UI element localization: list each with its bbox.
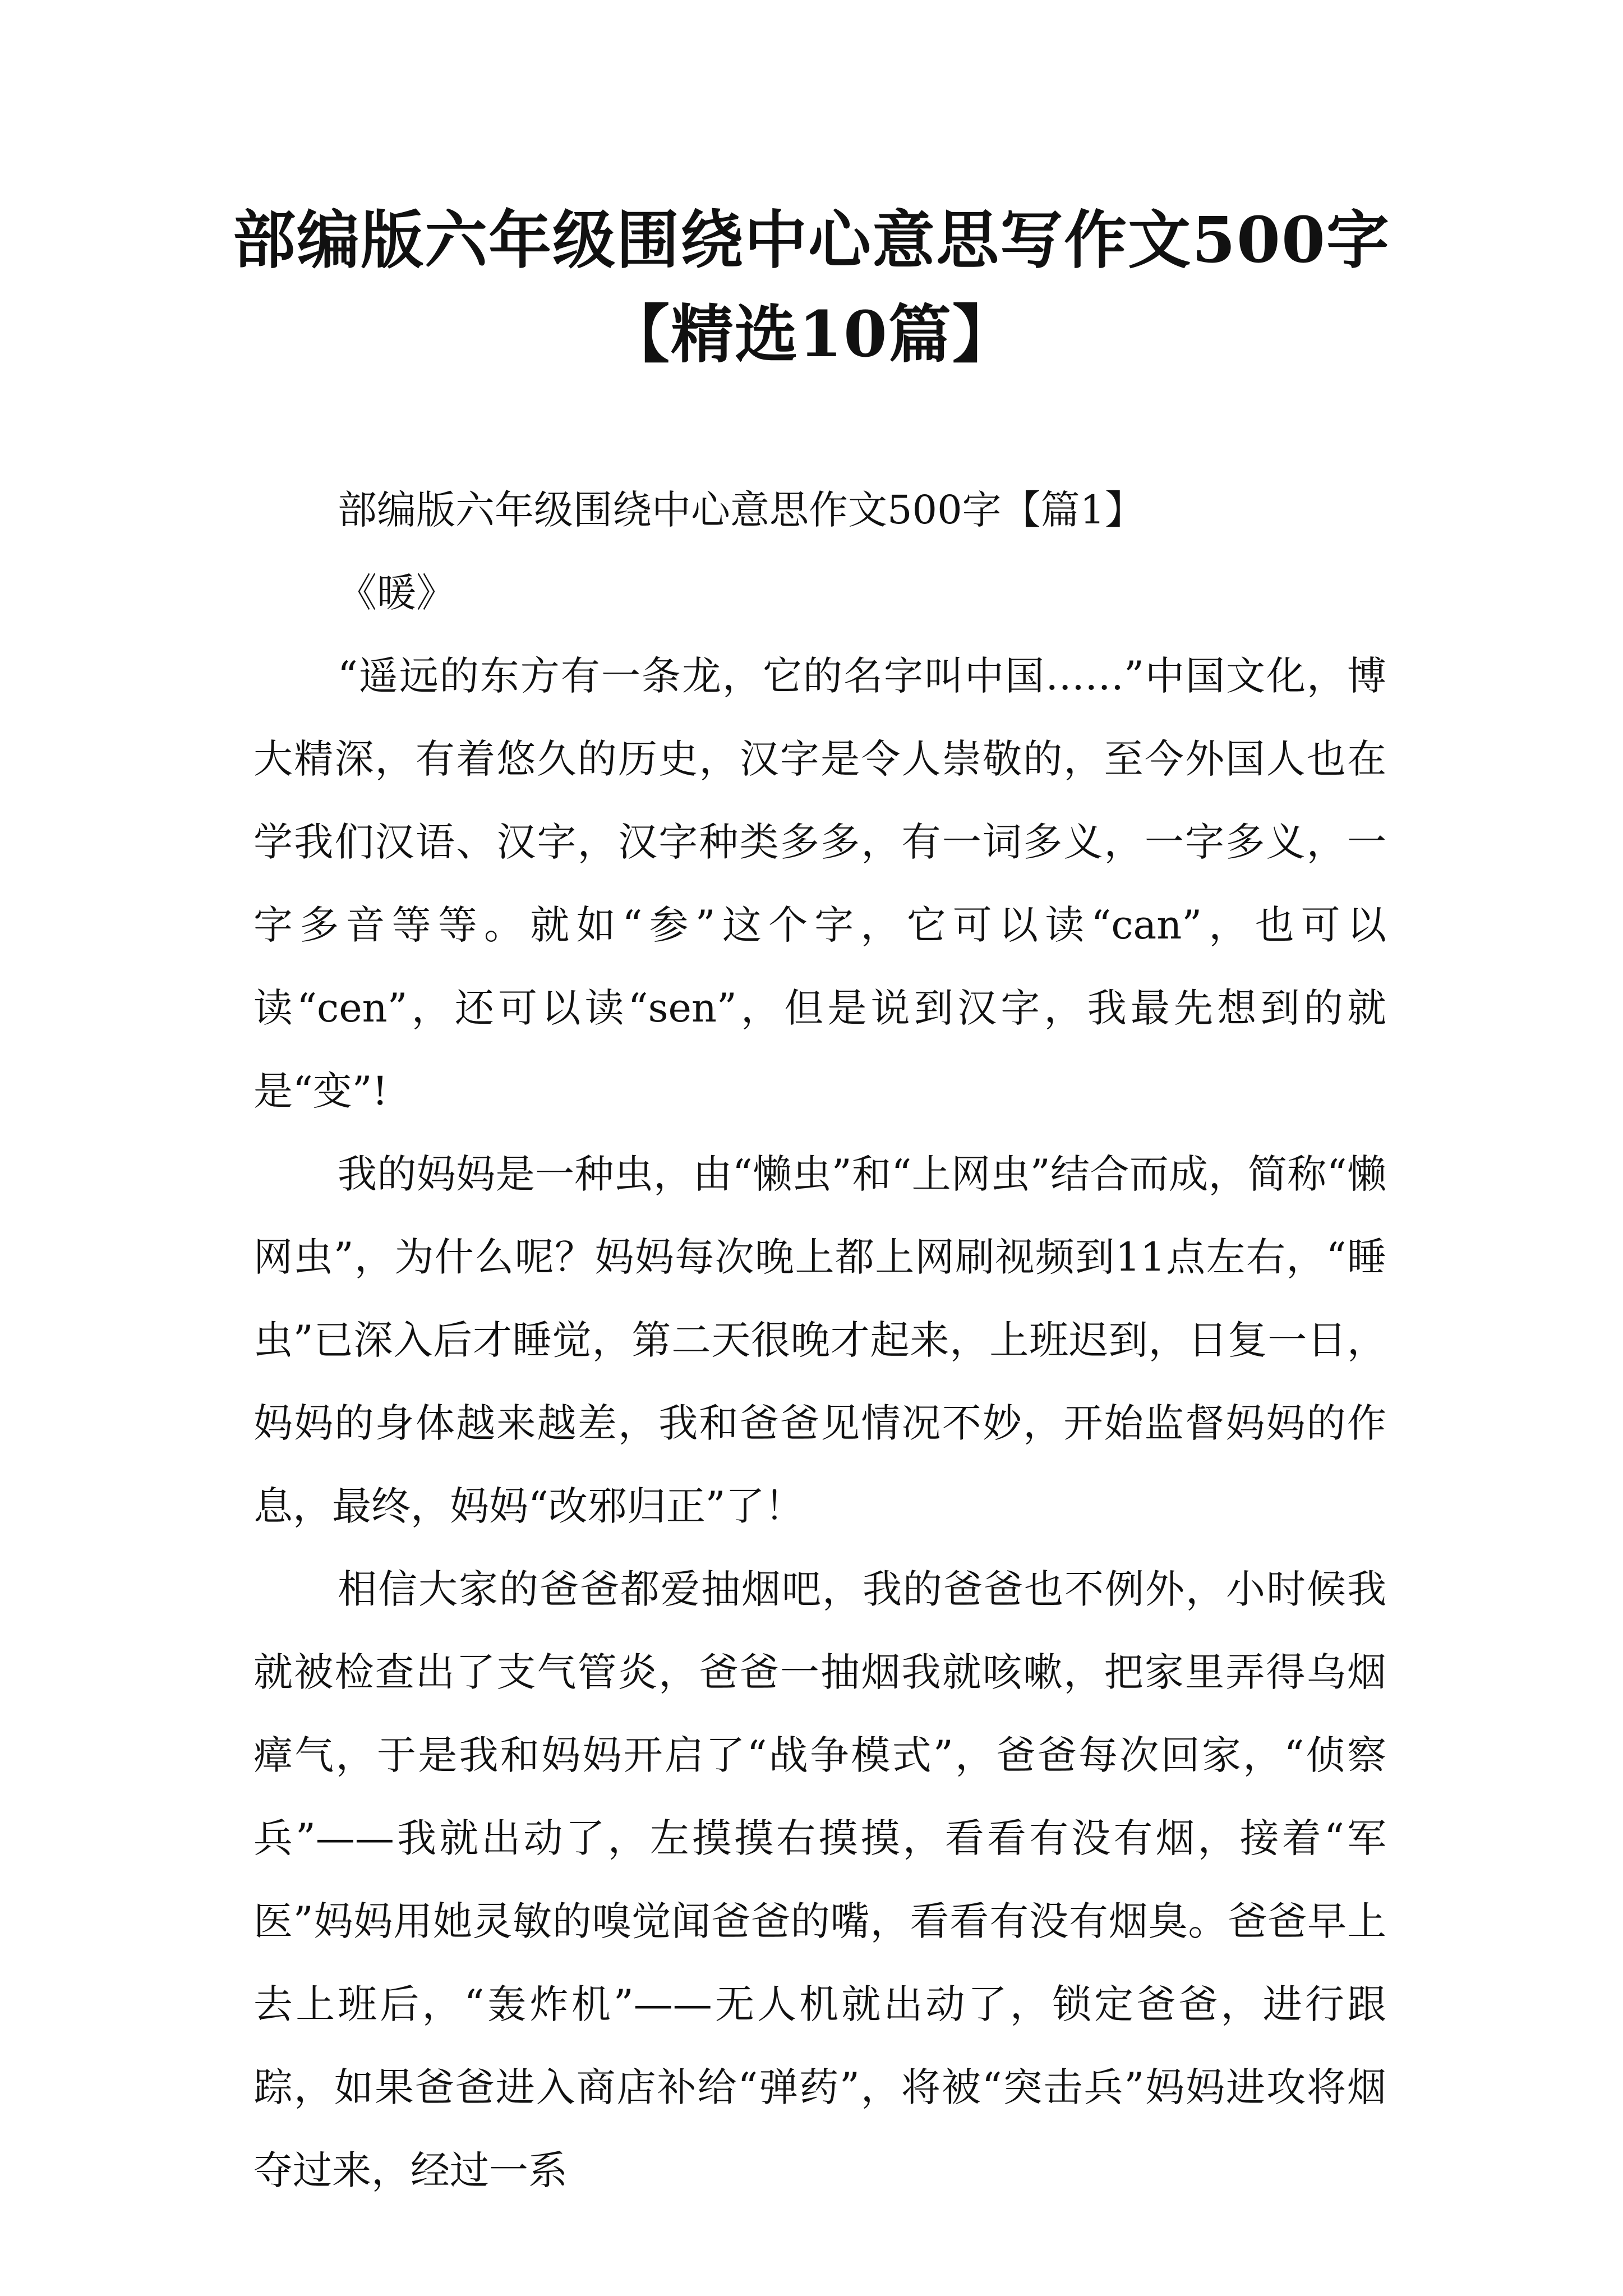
document-body — [253, 468, 1386, 2212]
document-title — [168, 194, 1455, 382]
document-title-line-2: 【精选10篇】 — [607, 298, 1016, 371]
body-paragraph-1: “遥远的东方有一条龙，它的名字叫中国……”中国文化，博大精深，有着悠久的历史，汉字是令人崇敬的，至今外国人也在学我们汉语、汉字，汉字种类多多，有一词多义，一字多义，一字多音等等。就如“参”这个字，它可以读“can”，也可以读“cen”，还可以读“sen”，但是说到汉字，我最先想到的就是“变”! — [253, 653, 1386, 1114]
essay-title: 《暖》 — [338, 570, 455, 616]
section-heading: 部编版六年级围绕中心意思作文500字【篇1】 — [338, 487, 1145, 533]
body-paragraph-3: 相信大家的爸爸都爱抽烟吧，我的爸爸也不例外，小时候我就被检查出了支气管炎，爸爸一抽烟我就咳嗽，把家里弄得乌烟瘴气，于是我和妈妈开启了“战争模式”，爸爸每次回家，“侦察兵”——我就出动了，左摸摸右摸摸，看看有没有烟，接着“军医”妈妈用她灵敏的嗅觉闻爸爸的嘴，看看有没有烟臭。爸爸早上去上班后，“轰炸机”——无人机就出动了，锁定爸爸，进行跟踪，如果爸爸进入商店补给“弹药”，将被“突击兵”妈妈进攻将烟夺过来，经过一系 — [253, 1566, 1386, 2193]
document-title-line-1: 部编版六年级围绕中心意思写作文500字 — [233, 204, 1390, 277]
body-paragraph-2: 我的妈妈是一种虫，由“懒虫”和“上网虫”结合而成，简称“懒网虫”，为什么呢？妈妈每次晚上都上网刷视频到11点左右，“睡虫”已深入后才睡觉，第二天很晚才起来，上班迟到，日复一日，妈妈的身体越来越差，我和爸爸见情况不妙，开始监督妈妈的作息，最终，妈妈“改邪归正”了！ — [253, 1151, 1386, 1529]
